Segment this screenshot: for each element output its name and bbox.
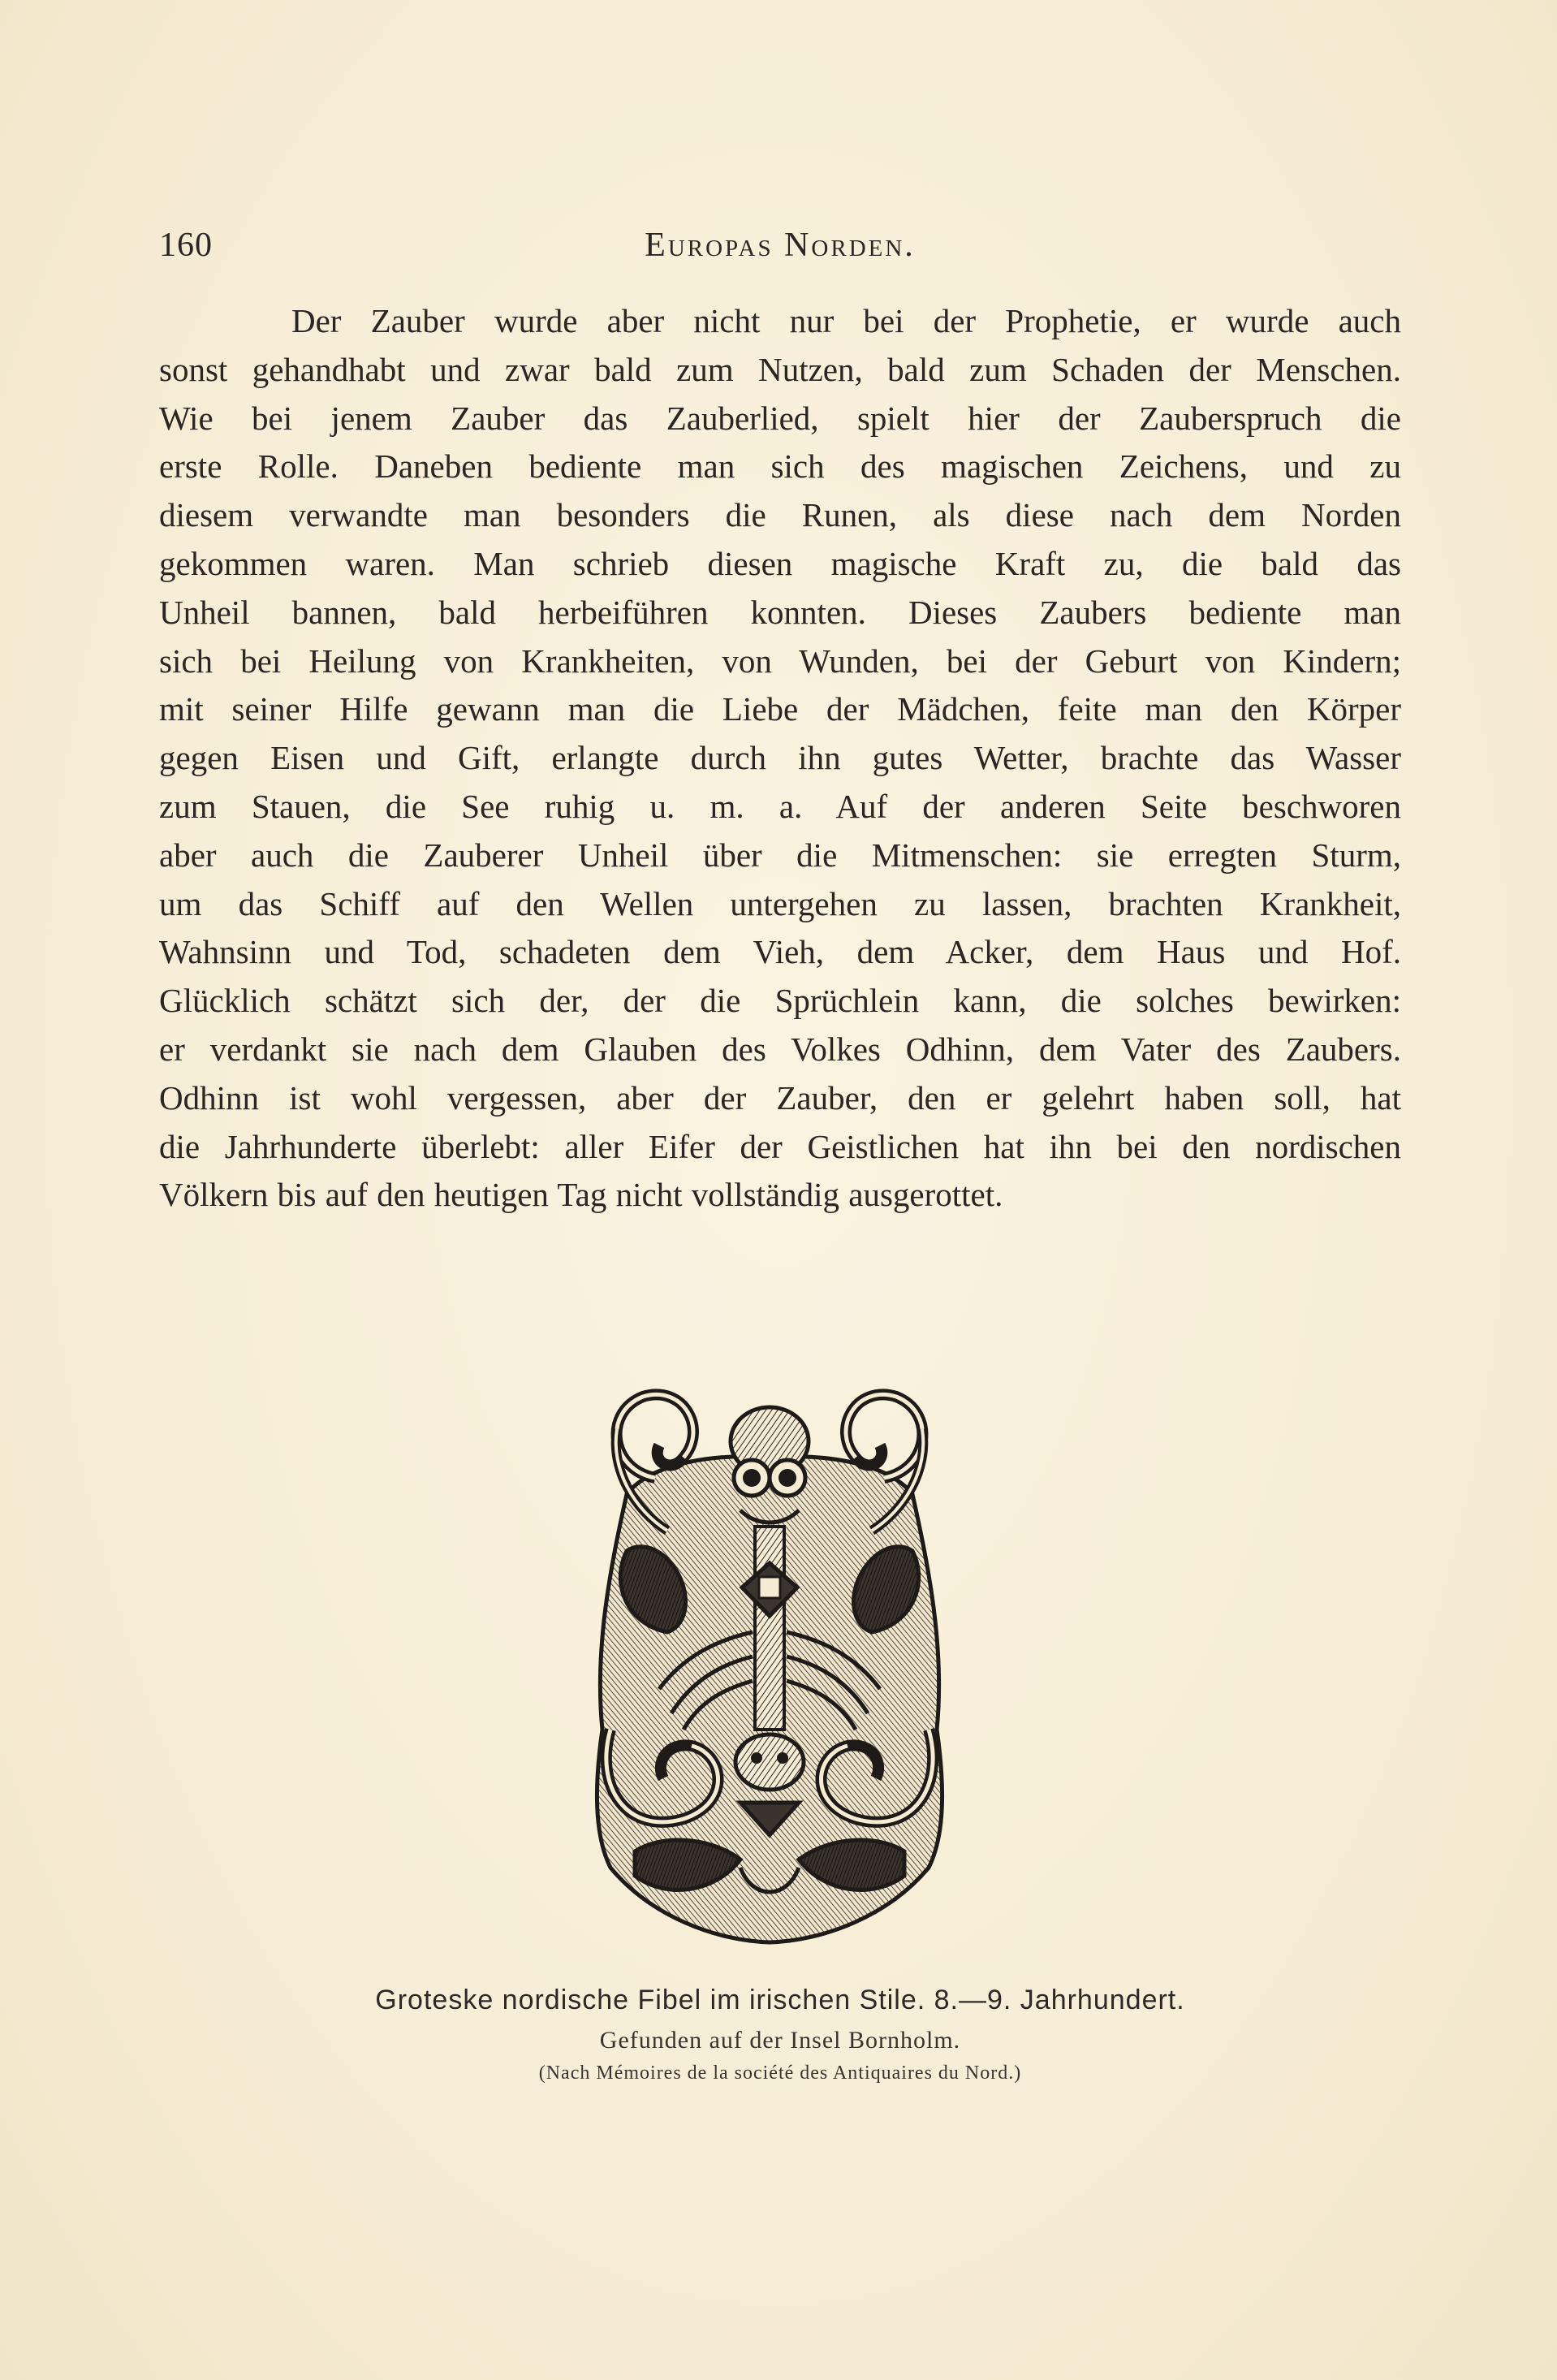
figure-caption-title: Groteske nordische Fibel im irischen Stile. 8.—9. Jahrhundert. bbox=[375, 1985, 1185, 2015]
text-line: diesem verwandte man besonders die Runen, als diese nach dem Norden bbox=[159, 496, 1401, 534]
text-line: Unheil bannen, bald herbeiführen konnten. Dieses Zaubers bediente man bbox=[159, 593, 1401, 631]
fibula-illustration bbox=[578, 1380, 961, 1949]
body-text bbox=[159, 297, 1401, 1220]
figure-caption-location: Gefunden auf der Insel Bornholm. bbox=[599, 2027, 961, 2054]
text-line: mit seiner Hilfe gewann man die Liebe der Mädchen, feite man den Körper bbox=[159, 690, 1401, 728]
text-line: sich bei Heilung von Krankheiten, von Wunden, bei der Geburt von Kindern; bbox=[159, 641, 1401, 680]
running-head: Europas Norden. bbox=[645, 227, 916, 264]
text-line: gegen Eisen und Gift, erlangte durch ihn gutes Wetter, brachte das Wasser bbox=[159, 739, 1401, 777]
text-line: sonst gehandhabt und zwar bald zum Nutzen, bald zum Schaden der Menschen. bbox=[159, 350, 1401, 388]
text-line: die Jahrhunderte überlebt: aller Eifer der Geistlichen hat ihn bei den nordischen bbox=[159, 1127, 1401, 1165]
text-line: er verdankt sie nach dem Glauben des Volkes Odhinn, dem Vater des Zaubers. bbox=[159, 1030, 1401, 1068]
text-line: um das Schiff auf den Wellen untergehen zu lassen, brachten Krankheit, bbox=[159, 884, 1401, 922]
text-line: Völkern bis auf den heutigen Tag nicht vollständig ausgerottet. bbox=[159, 1176, 1003, 1214]
text-line: Wie bei jenem Zauber das Zauberlied, spielt hier der Zauberspruch die bbox=[159, 399, 1401, 437]
page-header bbox=[159, 226, 1401, 274]
text-line: gekommen waren. Man schrieb diesen magische Kraft zu, die bald das bbox=[159, 544, 1401, 582]
page-number: 160 bbox=[159, 227, 213, 264]
text-line: Der Zauber wurde aber nicht nur bei der Prophetie, er wurde auch bbox=[291, 302, 1401, 339]
text-line: aber auch die Zauberer Unheil über die Mitmenschen: sie erregten Sturm, bbox=[159, 836, 1401, 874]
text-line: Glücklich schätzt sich der, der die Sprüchlein kann, die solches bewirken: bbox=[159, 982, 1401, 1020]
text-line: zum Stauen, die See ruhig u. m. a. Auf der anderen Seite beschworen bbox=[159, 787, 1401, 825]
figure-caption-source: (Nach Mémoires de la société des Antiquaires du Nord.) bbox=[538, 2063, 1022, 2084]
text-line: Odhinn ist wohl vergessen, aber der Zauber, den er gelehrt haben soll, hat bbox=[159, 1078, 1401, 1117]
text-line: erste Rolle. Daneben bediente man sich des magischen Zeichens, und zu bbox=[159, 447, 1401, 486]
text-line: Wahnsinn und Tod, schadeten dem Vieh, dem Acker, dem Haus und Hof. bbox=[159, 933, 1401, 971]
